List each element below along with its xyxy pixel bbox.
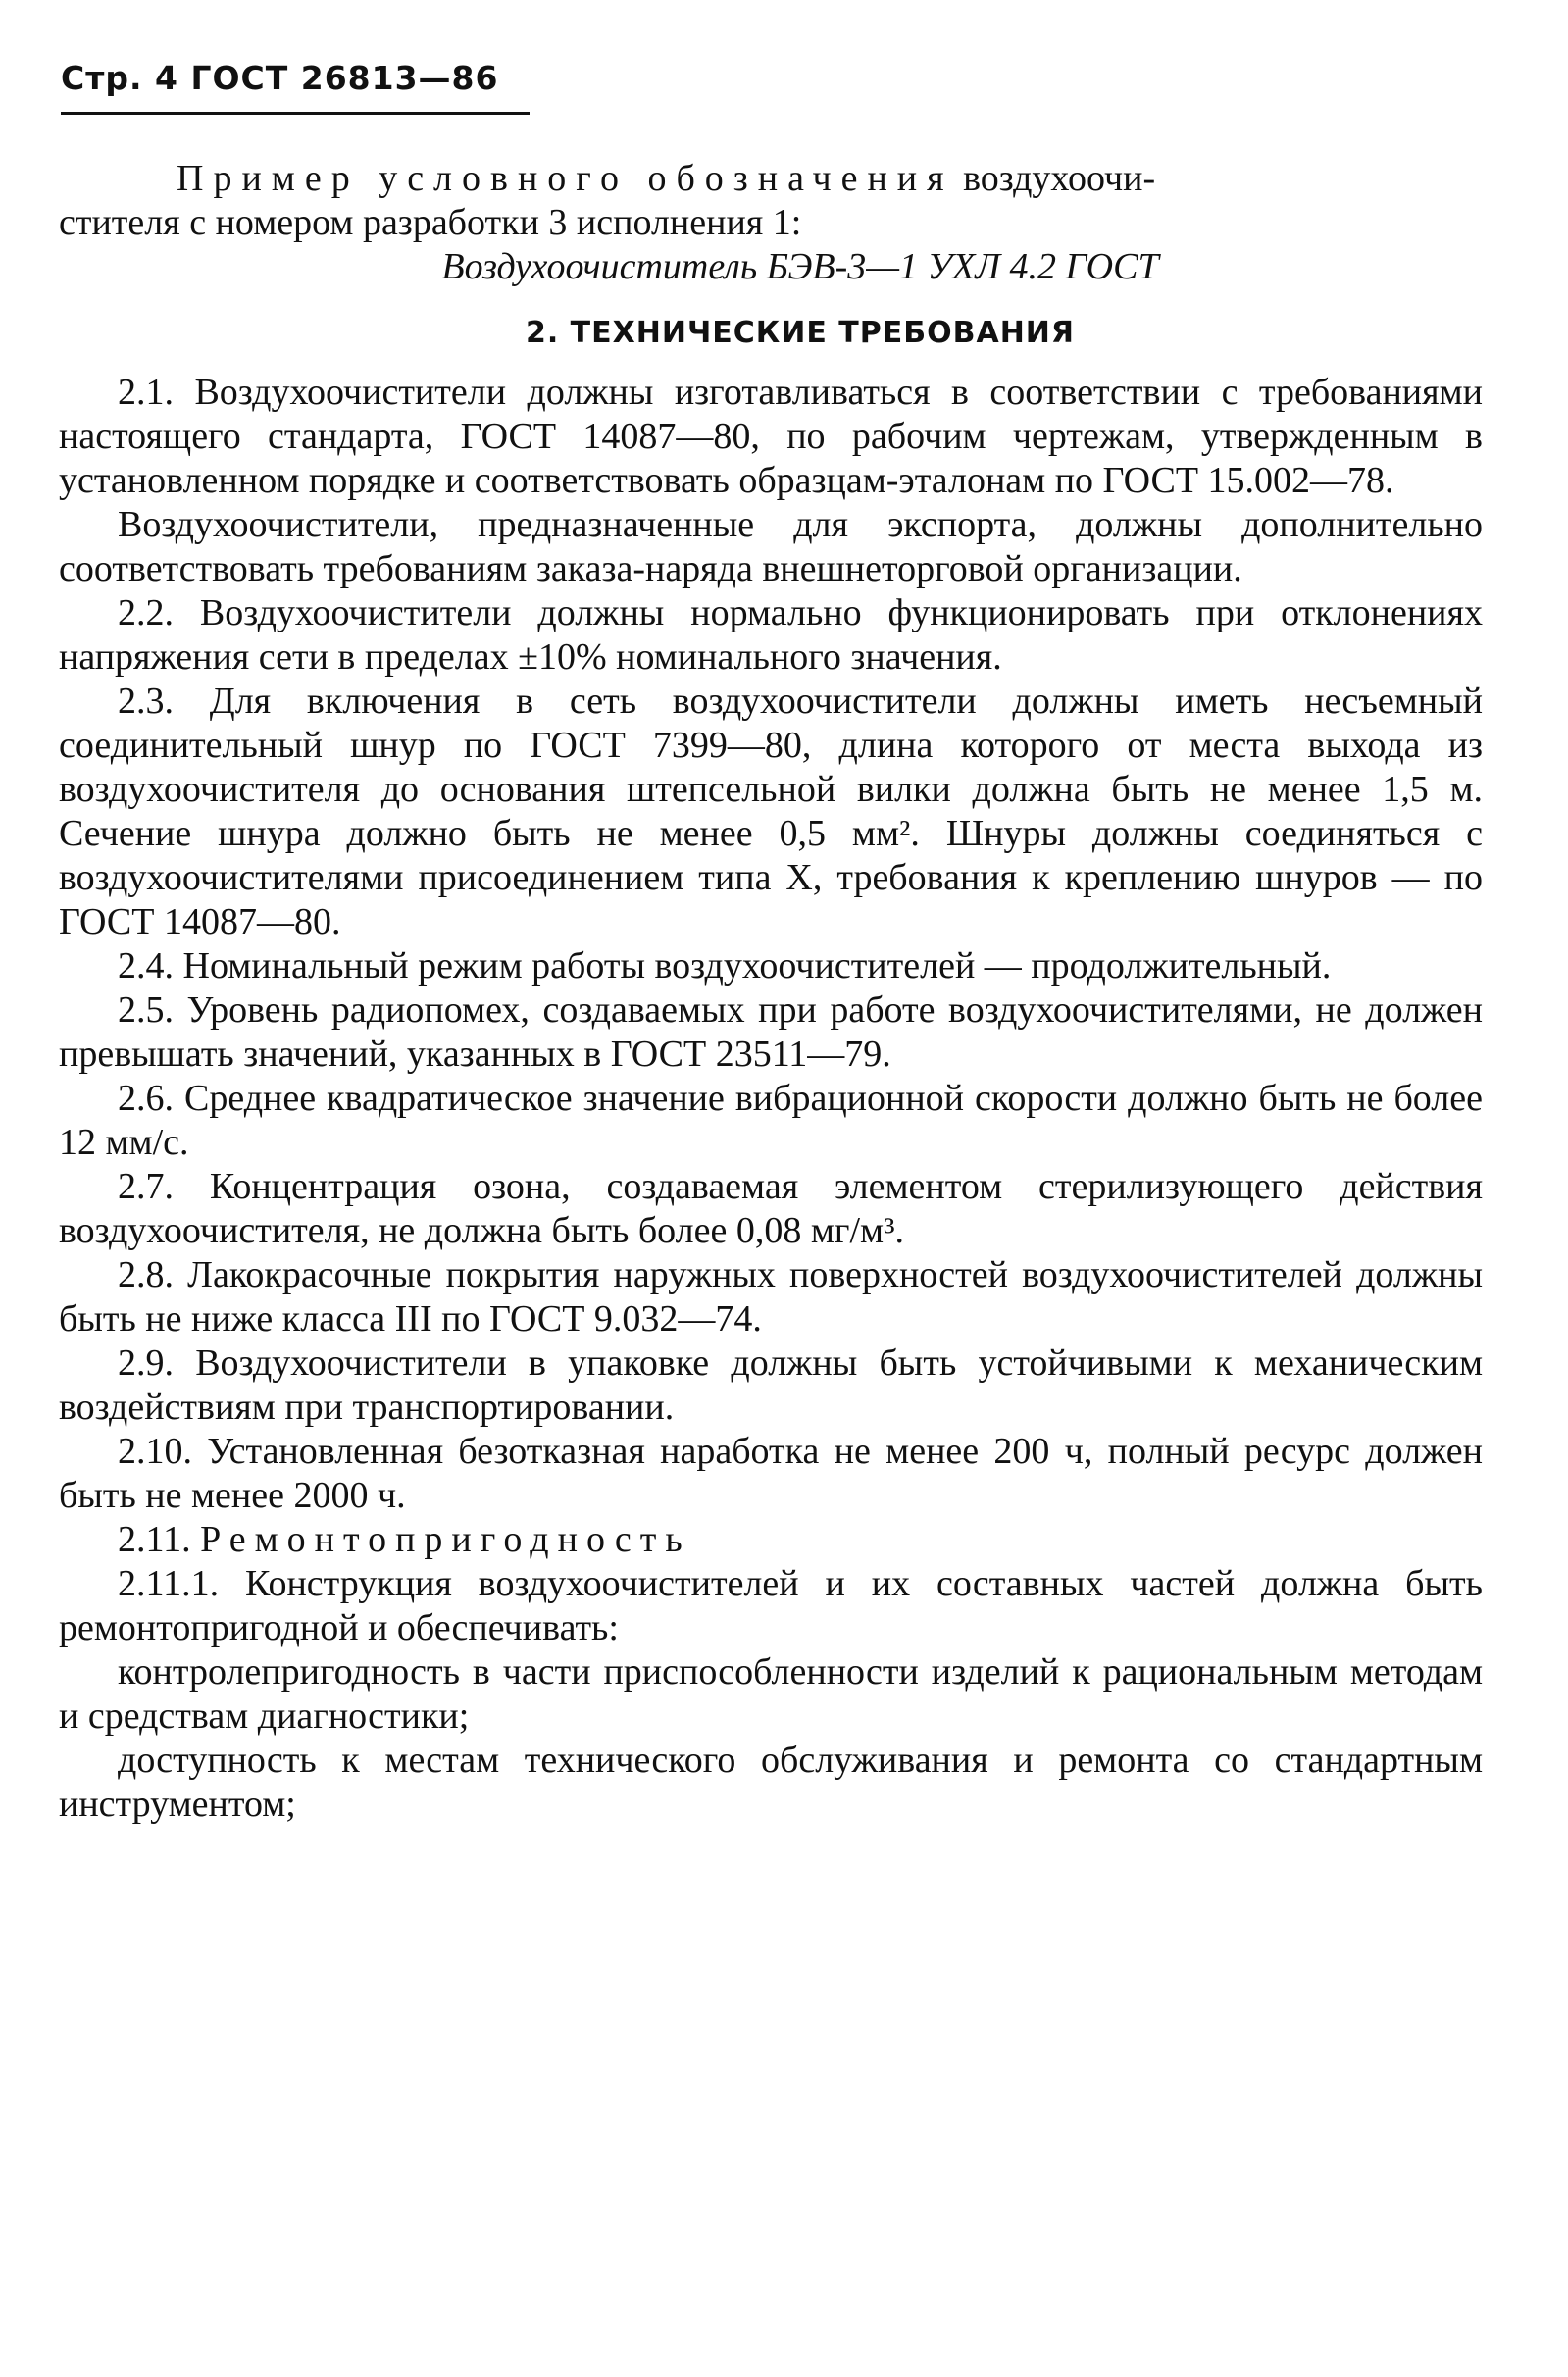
example-label: Пример условного обозначения bbox=[177, 158, 954, 199]
clause-2-8: 2.8. Лакокрасочные покрытия наружных поверхностей воздухоочистителей должны быть не ниже класса III по ГОСТ 9.032—74. bbox=[59, 1254, 1483, 1340]
clause-2-3: 2.3. Для включения в сеть воздухоочистители должны иметь несъемный соединительный шнур по ГОСТ 7399—80, длина которого от места выхода из воздухоочистителя до основания штепсельной вилки должна быть не менее 1,5 м. Сечение шнура должно быть не менее 0,5 мм². Шнуры должны соединяться с воздухоочистителями присоединением типа X, требования к креплению шнуров — по ГОСТ 14087—80. bbox=[59, 681, 1483, 942]
clause-2-10: 2.10. Установленная безотказная наработка не менее 200 ч, полный ресурс должен быть не менее 2000 ч. bbox=[59, 1431, 1483, 1516]
example-text-1: воздухоочи- bbox=[953, 158, 1156, 199]
example-text-2: стителя с номером разработки 3 исполнения 1: bbox=[59, 202, 802, 243]
section-title: 2. ТЕХНИЧЕСКИЕ ТРЕБОВАНИЯ bbox=[525, 316, 1076, 350]
list-item-accessibility: доступность к местам технического обслуживания и ремонта со стандартным инструментом; bbox=[59, 1740, 1483, 1825]
example-designation: Воздухоочиститель БЭВ-3—1 УХЛ 4.2 ГОСТ bbox=[441, 246, 1159, 287]
clause-2-4: 2.4. Номинальный режим работы воздухоочистителей — продолжительный. bbox=[118, 945, 1332, 986]
example-paragraph bbox=[118, 157, 1483, 201]
clause-2-6: 2.6. Среднее квадратическое значение вибрационной скорости должно быть не более 12 мм/с. bbox=[59, 1078, 1483, 1163]
clause-2-1-export: Воздухоочистители, предназначенные для экспорта, должны дополнительно соответствовать требованиям заказа-наряда внешнеторговой организации. bbox=[59, 504, 1483, 589]
clause-2-7: 2.7. Концентрация озона, создаваемая элементом стерилизующего действия воздухоочистителя, не должна быть более 0,08 мг/м³. bbox=[59, 1166, 1483, 1251]
clauses bbox=[59, 371, 1483, 1827]
clause-2-2: 2.2. Воздухоочистители должны нормально функционировать при отклонениях напряжения сети в пределах ±10% номинального значения. bbox=[59, 592, 1483, 678]
page-header: Стр. 4 ГОСТ 26813—86 bbox=[61, 59, 499, 97]
clause-2-11-title: Ремонтопригодность bbox=[200, 1519, 691, 1560]
clause-2-11-number: 2.11. bbox=[118, 1519, 191, 1560]
clause-2-1: 2.1. Воздухоочистители должны изготавливаться в соответствии с требованиями настоящего стандарта, ГОСТ 14087—80, по рабочим чертежам, утвержденным в установленном порядке и соответствовать образцам-эталонам по ГОСТ 15.002—78. bbox=[59, 372, 1483, 501]
clause-2-11 bbox=[59, 1518, 1483, 1562]
clause-2-9: 2.9. Воздухоочистители в упаковке должны быть устойчивыми к механическим воздействиям при транспортировании. bbox=[59, 1342, 1483, 1428]
header-rule bbox=[61, 112, 530, 115]
document-body bbox=[59, 157, 1483, 1827]
clause-2-5: 2.5. Уровень радиопомех, создаваемых при работе воздухоочистителями, не должен превышать значений, указанных в ГОСТ 23511—79. bbox=[59, 989, 1483, 1075]
clause-2-11-1: 2.11.1. Конструкция воздухоочистителей и их составных частей должна быть ремонтопригодной и обеспечивать: bbox=[59, 1563, 1483, 1648]
list-item-controllability: контролепригодность в части приспособленности изделий к рациональным методам и средствам диагностики; bbox=[59, 1651, 1483, 1737]
